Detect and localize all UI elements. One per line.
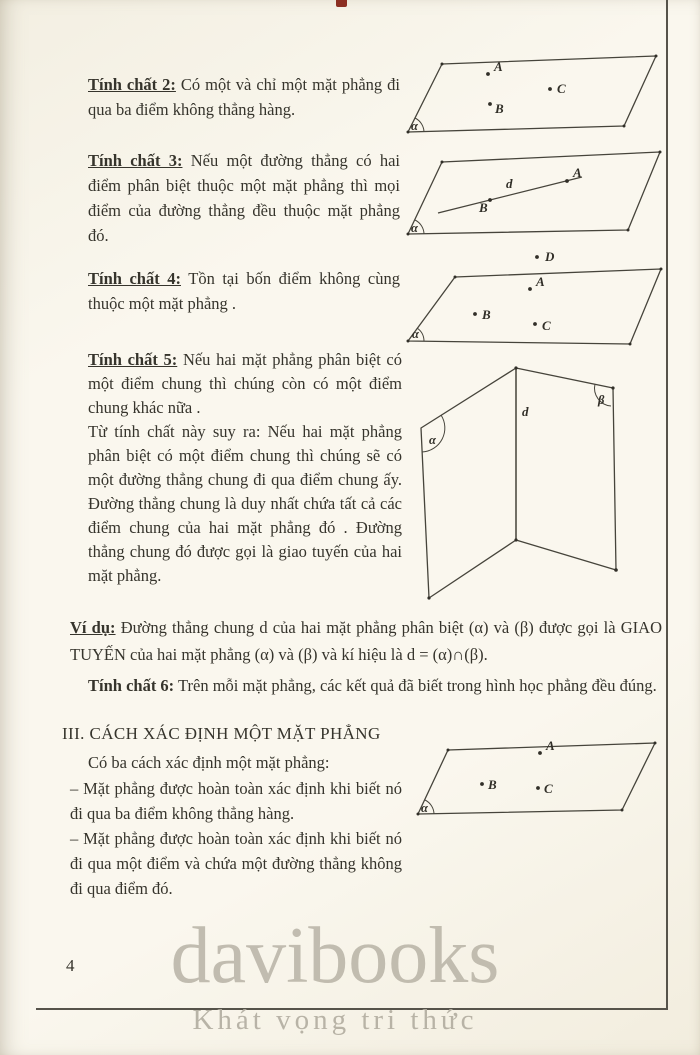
property-2-text: Có một và chỉ một mặt phẳng đi qua ba điểm không thẳng hàng.	[88, 75, 400, 119]
scan-red-mark	[336, 0, 347, 7]
point-B-dot	[473, 312, 477, 316]
property-6-label: Tính chất 6:	[88, 676, 175, 695]
point-A-label: A	[536, 274, 545, 289]
point-B-dot	[488, 102, 492, 106]
point-C-label: C	[542, 318, 551, 333]
point-A-dot	[565, 179, 569, 183]
property-2-paragraph	[88, 72, 400, 122]
corner-dot	[660, 268, 663, 271]
point-C-dot	[533, 322, 537, 326]
plane-alpha-label: α	[429, 433, 436, 447]
figure-plane-three-points	[402, 52, 662, 137]
corner-dot	[407, 340, 410, 343]
point-B-label: B	[479, 200, 488, 215]
property-5-block	[88, 348, 402, 588]
example-label: Ví dụ:	[70, 618, 116, 637]
plane-alpha-outline	[408, 269, 661, 344]
example-paragraph	[70, 614, 662, 668]
point-D-dot	[535, 255, 539, 259]
property-6-text: Trên mỗi mặt phẳng, các kết quả đã biết trong hình học phẳng đều đúng.	[178, 676, 657, 695]
figure-line-in-plane	[402, 146, 667, 241]
corner-dot	[659, 151, 662, 154]
plane-beta-label: β	[598, 393, 605, 407]
point-A-label: A	[573, 165, 582, 180]
line-d-label: d	[522, 404, 529, 419]
property-5-note: Từ tính chất này suy ra: Nếu hai mặt phẳng phân biệt có một điểm chung thì chúng sẽ có một đường thẳng chung đi qua điểm chung ấy. Đường thẳng chung là duy nhất chứa tất cả các điểm chung của hai mặt phẳng đó . Đường thẳng chung đó được gọi là giao tuyến của hai mặt phẳng.	[88, 422, 402, 585]
figure-plane-determination	[415, 726, 660, 818]
corner-dot	[611, 386, 614, 389]
plane-alpha-outline	[408, 56, 656, 132]
corner-dot	[654, 742, 657, 745]
point-B-label: B	[482, 307, 491, 322]
corner-dot	[514, 538, 517, 541]
property-5-paragraph	[88, 348, 402, 420]
corner-dot	[627, 229, 630, 232]
point-D-label: D	[545, 249, 555, 264]
line-d-label: d	[506, 176, 513, 191]
corner-dot	[514, 366, 517, 369]
property-6-paragraph	[70, 672, 666, 699]
property-3-paragraph	[88, 148, 400, 248]
point-B-dot	[480, 782, 484, 786]
point-C-dot	[536, 786, 540, 790]
corner-dot	[441, 161, 444, 164]
corner-dot	[629, 343, 632, 346]
point-A-dot	[486, 72, 490, 76]
point-B-dot	[488, 198, 492, 202]
point-C-label: C	[557, 81, 566, 96]
corner-dot	[655, 55, 658, 58]
property-2-label: Tính chất 2:	[88, 75, 176, 94]
plane-alpha-label: α	[411, 221, 418, 235]
plane-alpha-label: α	[412, 327, 419, 341]
corner-dot	[417, 813, 420, 816]
point-C-label: C	[544, 781, 553, 796]
point-A-label: A	[494, 59, 503, 74]
point-A-dot	[538, 751, 542, 755]
property-3-label: Tính chất 3:	[88, 151, 183, 170]
corner-dot	[407, 131, 410, 134]
property-4-paragraph	[88, 266, 400, 316]
section-3-intro: Có ba cách xác định một mặt phẳng:	[88, 753, 330, 772]
bullet-point-and-line: – Mặt phẳng được hoàn toàn xác định khi biết nó đi qua một điểm và chứa một đường thẳng không đi qua điểm đó.	[70, 829, 402, 898]
plane-alpha-outline	[408, 152, 660, 234]
plane-alpha-outline	[421, 368, 516, 598]
corner-dot	[441, 63, 444, 66]
corner-dot	[623, 125, 626, 128]
corner-dot	[621, 809, 624, 812]
corner-dot	[447, 749, 450, 752]
watermark-tagline: Khát vọng tri thức	[192, 1004, 478, 1036]
corner-dot	[454, 276, 457, 279]
watermark-logo: davibooks	[170, 912, 500, 1000]
point-A-label: A	[546, 738, 555, 753]
point-C-dot	[548, 87, 552, 91]
property-5-label: Tính chất 5:	[88, 350, 178, 369]
corner-dot	[407, 233, 410, 236]
bullet-three-points: – Mặt phẳng được hoàn toàn xác định khi biết nó đi qua ba điểm không thẳng hàng.	[70, 779, 402, 823]
point-B-label: B	[495, 101, 504, 116]
page-number: 4	[66, 956, 75, 975]
section-3-bullets	[70, 776, 402, 901]
point-A-dot	[528, 287, 532, 291]
example-text: Đường thẳng chung d của hai mặt phẳng phân biệt (α) và (β) được gọi là GIAO TUYẾN của hai mặt phẳng (α) và (β) và kí hiệu là d = (α)∩(β).	[70, 618, 662, 664]
plane-alpha-label: α	[421, 801, 428, 815]
property-5-text: Nếu hai mặt phẳng phân biệt có một điểm chung thì chúng còn có một điểm chung khác nữa .	[88, 350, 403, 417]
property-4-text: Tồn tại bốn điểm không cùng thuộc một mặt phẳng .	[88, 269, 401, 313]
plane-alpha-label: α	[411, 119, 418, 133]
corner-dot	[614, 568, 618, 572]
plane-alpha-outline	[418, 743, 655, 814]
property-3-text: Nếu một đường thẳng có hai điểm phân biệt thuộc một mặt phẳng thì mọi điểm của đường thẳng đều thuộc mặt phẳng đó.	[88, 151, 401, 245]
figure-two-intersecting-planes	[413, 352, 663, 602]
point-B-label: B	[488, 777, 497, 792]
corner-dot	[427, 596, 430, 599]
section-3-heading: III. CÁCH XÁC ĐỊNH MỘT MẶT PHẲNG	[62, 724, 381, 743]
property-4-label: Tính chất 4:	[88, 269, 181, 288]
figure-four-points	[398, 244, 668, 352]
